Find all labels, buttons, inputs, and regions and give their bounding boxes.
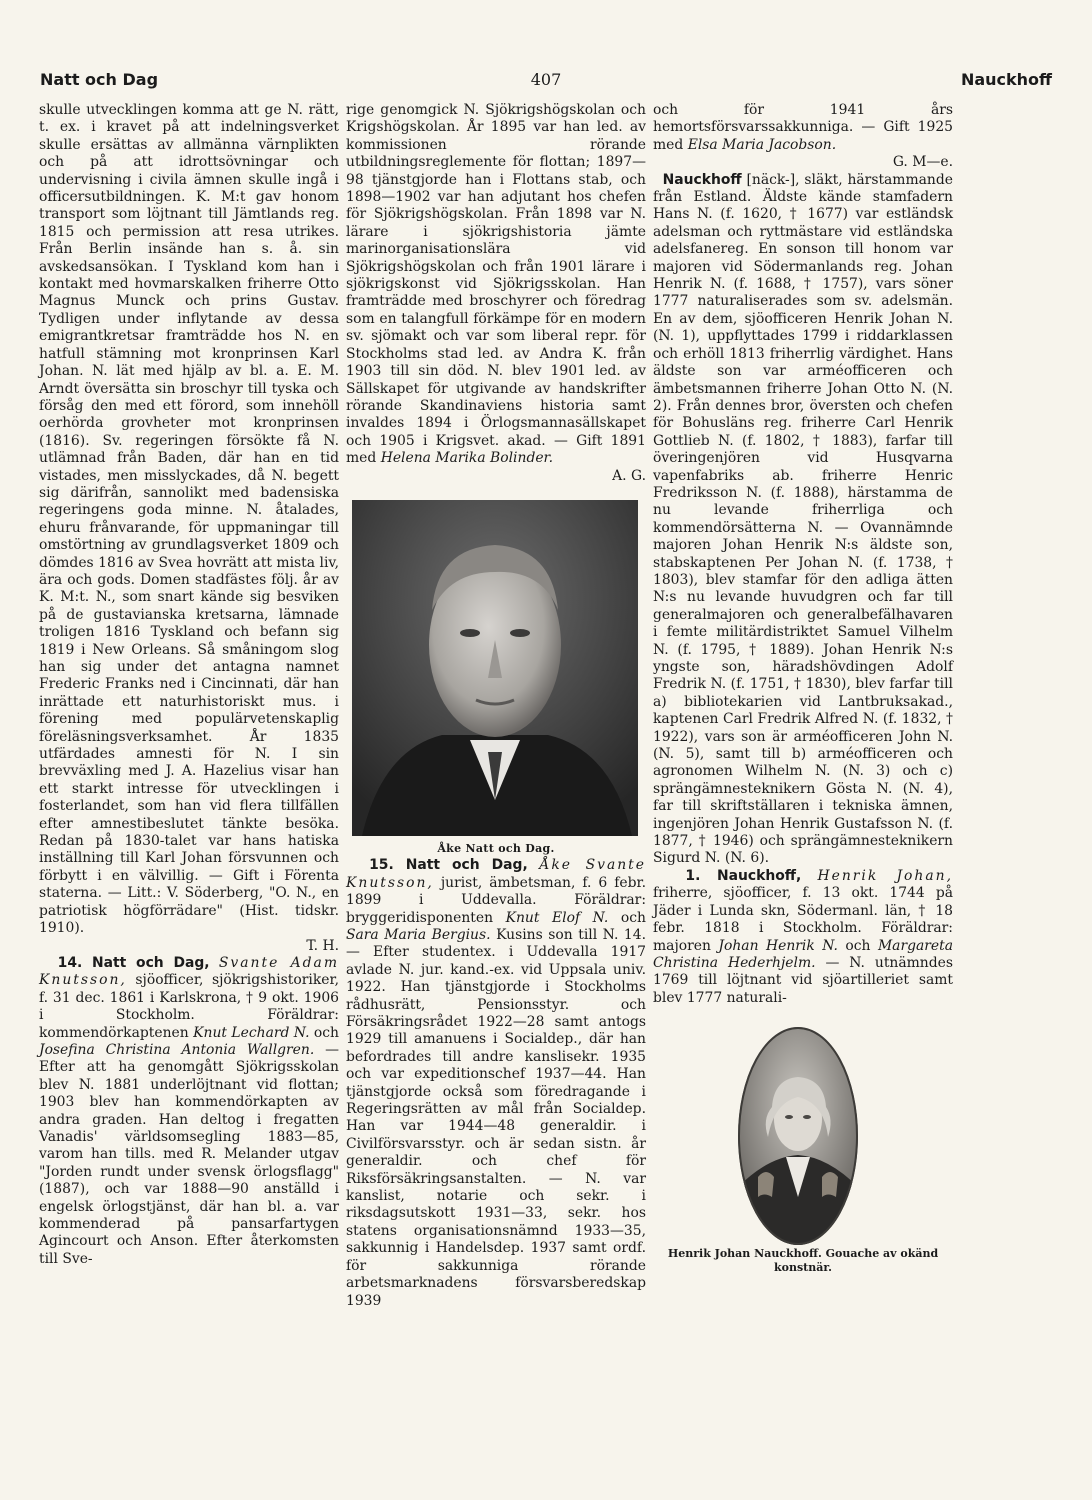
column-left: [39, 102, 339, 1268]
spouse-name: Elsa Maria Jacobson.: [687, 136, 837, 153]
entry-text: och: [309, 1024, 339, 1041]
entry-text: och: [837, 937, 878, 954]
mother-name: Josefina Christina Antonia Wallgren.: [39, 1041, 315, 1058]
entry-14: [39, 955, 339, 1268]
miniature-caption: Henrik Johan Nauckhoff. Gouache av okänd konstnär.: [667, 1247, 939, 1275]
mother-name: Margareta Christina Hederhjelm.: [653, 937, 953, 971]
portrait-photo: [352, 500, 638, 836]
column-right: [653, 102, 953, 1275]
running-head: [40, 70, 1052, 98]
entry-given-names: Henrik Johan,: [817, 867, 953, 884]
miniature-portrait-image: [738, 1027, 858, 1245]
portrait-caption: Åke Natt och Dag.: [437, 841, 555, 855]
spouse-name: Helena Marika Bolinder.: [380, 450, 554, 467]
entry-text: [näck-], släkt, härstammande från Estland. Äldste kände stamfadern Hans N. (f. 1620, † 1677) var estländsk adelsman och ryttmästare vid estländska adelsfanereg. En sonson till honom var majoren vid Södermanlands reg. Johan Henrik N. (f. 1688, † 1757), vars söner 1777 naturaliserades som sv. adelsmän. En av dem, sjöofficeren Henrik Johan N. (N. 1), uppflyttades 1799 i riddarklassen och erhöll 1813 friherrlig värdighet. Hans äldste son var arméofficeren och ämbetsmannen friherre Johan Otto N. (N. 2). Från dennes bror, översten och chefen för Bohusläns reg. friherre Carl Henrik Gottlieb N. (f. 1802, † 1883), farfar till överingenjören vid Husqvarna vapenfabriks ab. friherre Henric Fredriksson N. (f. 1888), härstamma de nu levande friherrliga och kommendörsätterna N. — Ovannämnde majoren Johan Henrik N:s äldste son, stabskaptenen Per Johan N. (f. 1738, † 1803), blev stamfar för den adliga ätten N:s nu levande huvudgren och far till generalmajoren och generalbefälhavaren i femte militärdistriktet Samuel Vilhelm N. (f. 1795, † 1889). Johan Henrik N:s yngste son, häradshövdingen Adolf Fredrik N. (f. 1751, † 1830), blev farfar till a) bibliotekarien vid Lantbruksakad., kaptenen Carl Fredrik Alfred N. (f. 1832, † 1922), vars son är arméofficeren John N. (N. 5), samt till b) arméofficeren och agronomen Wilhelm N. (N. 3) och c) sprängämnesteknikern Gösta N. (N. 4), far till skriftställaren i tekniska ämnen, ingenjören Johan Henrik Gustafsson N. (f. 1877, † 1946) och sprängämnesteknikern Sigurd N. (N. 6).: [653, 171, 953, 867]
entry-text: — Efter att ha genomgått Sjökrigsskolan blev N. 1881 underlöjtnant vid flottan; 1903 blev han kommendörkapten av andra graden. Han deltog i fregatten Vanadis' världsomsegling 1883—85, varom han tills. med R. Melander utgav "Jorden rundt under svensk örlogsflagg" (1887), och var 1888—90 anställd i engelsk örlogstjänst, där han bl. a. var kommenderad på pansarfartygen Agincourt och Anson. Efter återkomsten till Sve-: [39, 1041, 339, 1267]
entry-text: friherre, sjöofficer, f. 13 okt. 1744 på Jäder i Lunda skn, Södermanl. län, † 18 febr. 1818 i Stockholm. Föräldrar: majoren: [653, 885, 953, 954]
entry-given-names: Åke Svante Knutsson,: [346, 857, 646, 891]
page-number: 407: [530, 70, 562, 89]
signature: G. M—e.: [892, 154, 953, 171]
father-name: Knut Lechard N.: [193, 1024, 310, 1041]
paragraph-continuation: skulle utvecklingen komma att ge N. rätt, t. ex. i kravet på att indelningsverket skulle ersättas av allmänna värnplikten och på att idrottsövningar och undervisning i civila ämnen skulle ingå i officersutbildningen. K. M:t gav honom transport som löjtnant till Jämtlands reg. 1815 och permission att resa utrikes. Från Berlin insände han s. å. sin avskedsansökan. I Tyskland kom han i kontakt med hovmarskalken friherre Otto Magnus Munck och prins Gustav. Tydligen under inflytande av dessa emigrantkretsar framträdde hos N. en hatfull stämning mot kronprinsen Karl Johan. N. lät med hjälp av bl. a. E. M. Arndt översätta sin broschyr till tyska och försåg den med ett förord, som innehöll oerhörda grovheter mot kronprinsen (1816). Sv. regeringen försökte få N. utlämnad från Baden, där han en tid vistades, men misslyckades, då N. begett sig därifrån, sannolikt med badensiska regeringens goda minne. N. åtalades, ehuru frånvarande, för uppmaningar till omstörtning av grundlagsverket 1809 och dömdes 1816 av Svea hovrätt att mista liv, ära och gods. Domen stadfästes följ. år av K. M:t. N., som snart kände sig besviken på de gustavianska kretsarna, lämnade troligen 1816 Tyskland och befann sig 1819 i New Orleans. Så småningom slog han sig under det antagna namnet Frederic Franks ned i Cincinnati, där han inrättade ett naturhistoriskt mus. i förening med populärvetenskaplig föreläsningsverksamhet. År 1835 utfärdades amnesti för N. I sin brevväxling med J. A. Hazelius visar han ett starkt intresse för utvecklingen i fosterlandet, som han vid flera tillfällen efter amnestibeslutet tänkte besöka. Redan på 1830-talet var hans hatiska inställning till Karl Johan försvunnen och förbytt i en välvillig. — Gift i Förenta staterna. — Litt.: V. Söderberg, "O. N., en patriotisk högförrädare" (Hist. tidskr. 1910).: [39, 102, 339, 937]
family-entry: [653, 172, 953, 868]
father-name: Knut Elof N.: [505, 909, 609, 926]
entry-text: rige genomgick N. Sjökrigshögskolan och Krigshögskolan. År 1895 var han led. av kommissionen rörande utbildningsreglemente för flottan; 1897—98 tjänstgjorde han i Flottans stab, och 1898—1902 var han adjutant hos chefen för Sjökrigshögskolan. Från 1898 var N. lärare i sjökrigshistoria jämte marinorganisationslära vid Sjökrigshögskolan och från 1901 lärare i sjökrigskonst vid Sjökrigsskolan. Han framträdde med broschyrer och föredrag som en talangfull förkämpe för en modern sv. sjömakt och var som liberal repr. för Stockholms stad led. av Andra K. från 1903 till sin död. N. blev 1901 led. av Sällskapet för utgivande av handskrifter rörande Skandinaviens historia samt invaldes 1894 i Örlogsmannasällskapet och 1905 i Krigsvet. akad. — Gift 1891 med: [346, 102, 646, 467]
entry-1: [653, 868, 953, 1007]
entry-given-names: Svante Adam Knutsson,: [39, 954, 340, 989]
entry-text: och: [608, 909, 646, 926]
entry-text: Kusins son till N. 14. — Efter studentex. i Uddevalla 1917 avlade N. jur. kand.-ex. vid Uppsala univ. 1922. Han tjänstgjorde i Stockholms rådhusrätt, Pensionsstyr. och Försäkringsrådet 1922—28 samt antogs 1929 till amanuens i Socialdep., där han befordrades till andre kanslisekr. 1935 och var expeditionschef 1937—44. Han tjänstgjorde också som föredragande i Regeringsrätten av mål från Socialdep. Han var 1944—48 generaldir. i Civilförsvarsstyr. och är sedan sistn. år generaldir. och chef för Riksförsäkringsanstalten. — N. var kanslist, notarie och sekr. i riksdagsutskott 1931—33, sekr. hos statens organisationsnämnd 1933—35, sakkunnig i Handelsdep. 1937 samt ordf. för sakkunniga rörande arbetsmarknadens försvarsberedskap 1939: [346, 926, 646, 1309]
portrait-photo-image: [352, 500, 638, 836]
family-heading: Nauckhoff: [662, 171, 742, 188]
entry-heading: 15. Natt och Dag,: [369, 857, 528, 874]
entry-14-continued: [346, 102, 646, 468]
running-head-left: Natt och Dag: [40, 70, 159, 89]
mother-name: Sara Maria Bergius.: [346, 926, 491, 943]
father-name: Johan Henrik N.: [718, 937, 838, 954]
miniature-portrait: [653, 1017, 953, 1247]
entry-15-continued: [653, 102, 953, 154]
entry-heading: 1. Nauckhoff,: [685, 867, 802, 884]
signature: A. G.: [612, 467, 646, 484]
signature: T. H.: [306, 937, 339, 954]
entry-15: [346, 857, 646, 1310]
entry-text: sjöofficer, sjökrigshistoriker, f. 31 dec. 1861 i Karlskrona, † 9 okt. 1906 i Stockholm. Föräldrar: kommendörkaptenen: [39, 972, 339, 1041]
entry-text: — N. utnämndes 1769 till löjtnant vid sjöartilleriet samt blev 1777 naturali-: [653, 954, 953, 1006]
entry-text: och för 1941 års hemortsförsvarssakkunniga. — Gift 1925 med: [653, 102, 953, 153]
running-head-right: Nauckhoff: [960, 70, 1052, 89]
entry-text: jurist, ämbetsman, f. 6 febr. 1899 i Uddevalla. Föräldrar: bryggeridisponenten: [346, 874, 646, 926]
column-middle: [346, 102, 646, 1310]
entry-heading: 14. Natt och Dag,: [57, 954, 210, 971]
